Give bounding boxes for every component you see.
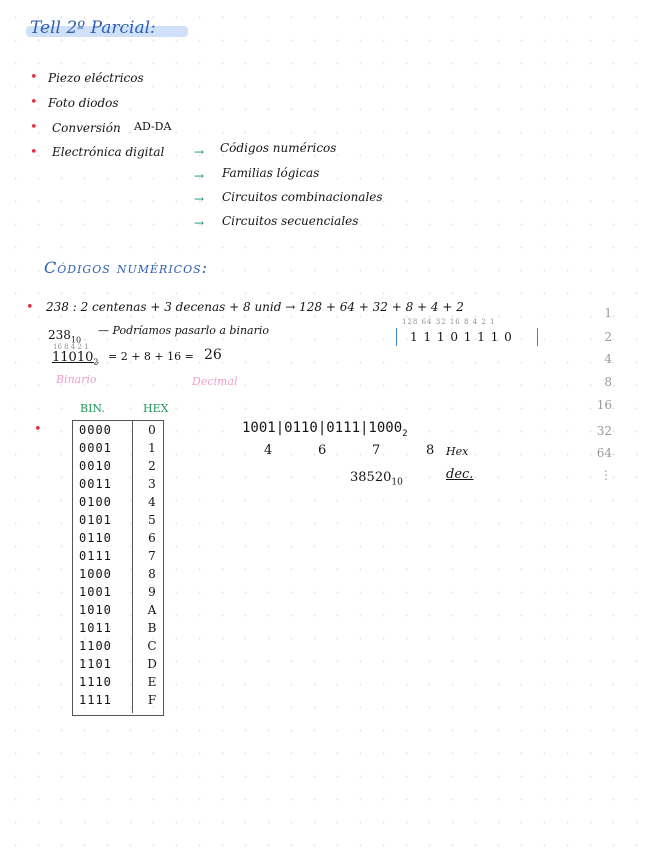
example-binary <box>52 350 98 367</box>
decimal-label: Decimal <box>192 375 238 388</box>
binary-label: Binario <box>56 373 97 386</box>
hex-cell: 7 <box>148 549 156 563</box>
subtopic-item: Circuitos combinacionales <box>222 190 383 204</box>
dec-label: dec. <box>446 467 474 482</box>
hex-example-decimal <box>350 470 403 488</box>
hex-cell: E <box>147 675 157 689</box>
bit-weights: 16 8 4 2 1 <box>53 343 89 351</box>
example-sum: = 2 + 8 + 16 = <box>108 350 194 363</box>
hex-header: HEX <box>143 402 169 415</box>
example-238-value: 238 <box>48 328 71 342</box>
page-title: Tell 2º Parcial: <box>30 18 156 38</box>
arrow-right-icon: → <box>194 145 205 159</box>
bullet-icon: • <box>30 145 38 160</box>
bin-header: BIN. <box>80 402 105 415</box>
arrow-right-icon: → <box>194 192 205 206</box>
arrow-right-icon: → <box>194 216 205 230</box>
example-decimal: 26 <box>204 347 222 363</box>
hex-digit: 6 <box>318 443 327 458</box>
topic-item: Electrónica digital <box>52 145 165 159</box>
bin-cell: 1010 <box>79 603 112 617</box>
hex-cell: 9 <box>148 585 156 599</box>
bullet-icon: • <box>30 120 38 135</box>
power-value: 32 <box>596 424 612 438</box>
bin-cell: 1110 <box>79 675 112 689</box>
bin-cell: 1100 <box>79 639 112 653</box>
section-title: Códigos numéricos: <box>44 258 209 277</box>
binary-value: 11010 <box>52 350 94 365</box>
bin-hex-table <box>72 420 164 716</box>
hex-example-binary <box>242 420 408 439</box>
base-subscript: 10 <box>70 335 82 345</box>
bin-cell: 0010 <box>79 459 112 473</box>
bin-cell: 0110 <box>79 531 112 545</box>
hex-cell: 5 <box>148 513 156 527</box>
decimal-value: 38520 <box>350 470 392 485</box>
topic-extra: AD-DA <box>134 120 172 133</box>
bin-cell: 0011 <box>79 477 112 491</box>
hex-label: Hex <box>446 445 469 458</box>
topic-item: Piezo eléctricos <box>48 71 144 85</box>
bullet-icon: • <box>34 422 42 437</box>
power-value: 16 <box>596 398 612 412</box>
bin-cell: 0000 <box>79 423 112 437</box>
power-value: 64 <box>596 446 612 460</box>
base-subscript: 2 <box>402 428 408 439</box>
bin-cell: 0101 <box>79 513 112 527</box>
power-value: 2 <box>604 330 612 344</box>
hex-cell: 8 <box>148 567 156 581</box>
bullet-icon: • <box>26 300 34 315</box>
hex-cell: 6 <box>148 531 156 545</box>
hex-digit: 4 <box>264 443 273 458</box>
power-value: 1 <box>604 306 612 320</box>
hex-cell: 4 <box>148 495 156 509</box>
subtopic-item: Códigos numéricos <box>220 141 337 155</box>
base-subscript: 2 <box>93 357 99 367</box>
hex-cell: C <box>147 639 157 653</box>
bracket-bits: 1 1 1 0 1 1 1 0 <box>410 330 513 344</box>
example-note: — Podríamos pasarlo a binario <box>98 324 269 337</box>
bin-cell: 0100 <box>79 495 112 509</box>
hex-cell: 1 <box>148 441 156 455</box>
example-line: 238 : 2 centenas + 3 decenas + 8 unid → 128 + 64 + 32 + 8 + 4 + 2 <box>46 300 464 314</box>
topic-item: Conversión <box>52 121 121 135</box>
bin-cell: 1001 <box>79 585 112 599</box>
table-divider <box>132 421 133 713</box>
topic-item: Foto diodos <box>48 96 119 110</box>
power-value: 4 <box>604 352 612 366</box>
hex-cell: 2 <box>148 459 156 473</box>
bin-cell: 1000 <box>79 567 112 581</box>
bin-cell: 1111 <box>79 693 112 707</box>
bracket-weights: 128 64 32 16 8 4 2 1 <box>402 318 496 326</box>
hex-cell: D <box>147 657 157 671</box>
bullet-icon: • <box>30 95 38 110</box>
hex-digit: 8 <box>426 443 435 458</box>
subtopic-item: Familias lógicas <box>222 166 320 180</box>
hex-digit: 7 <box>372 443 381 458</box>
example-238 <box>48 328 81 344</box>
hex-cell: A <box>147 603 157 617</box>
subtopic-item: Circuitos secuenciales <box>222 214 359 228</box>
base-subscript: 10 <box>391 477 403 488</box>
power-value: ⋮ <box>600 468 612 482</box>
bullet-icon: • <box>30 70 38 85</box>
hex-cell: 3 <box>148 477 156 491</box>
arrow-right-icon: → <box>194 169 205 183</box>
grouped-binary: 1001|0110|0111|1000 <box>242 420 403 436</box>
hex-cell: B <box>147 621 157 635</box>
hex-cell: F <box>147 693 157 707</box>
bin-cell: 1101 <box>79 657 112 671</box>
bin-cell: 0111 <box>79 549 112 563</box>
power-value: 8 <box>604 375 612 389</box>
bin-cell: 1011 <box>79 621 112 635</box>
hex-cell: 0 <box>148 423 156 437</box>
bin-cell: 0001 <box>79 441 112 455</box>
